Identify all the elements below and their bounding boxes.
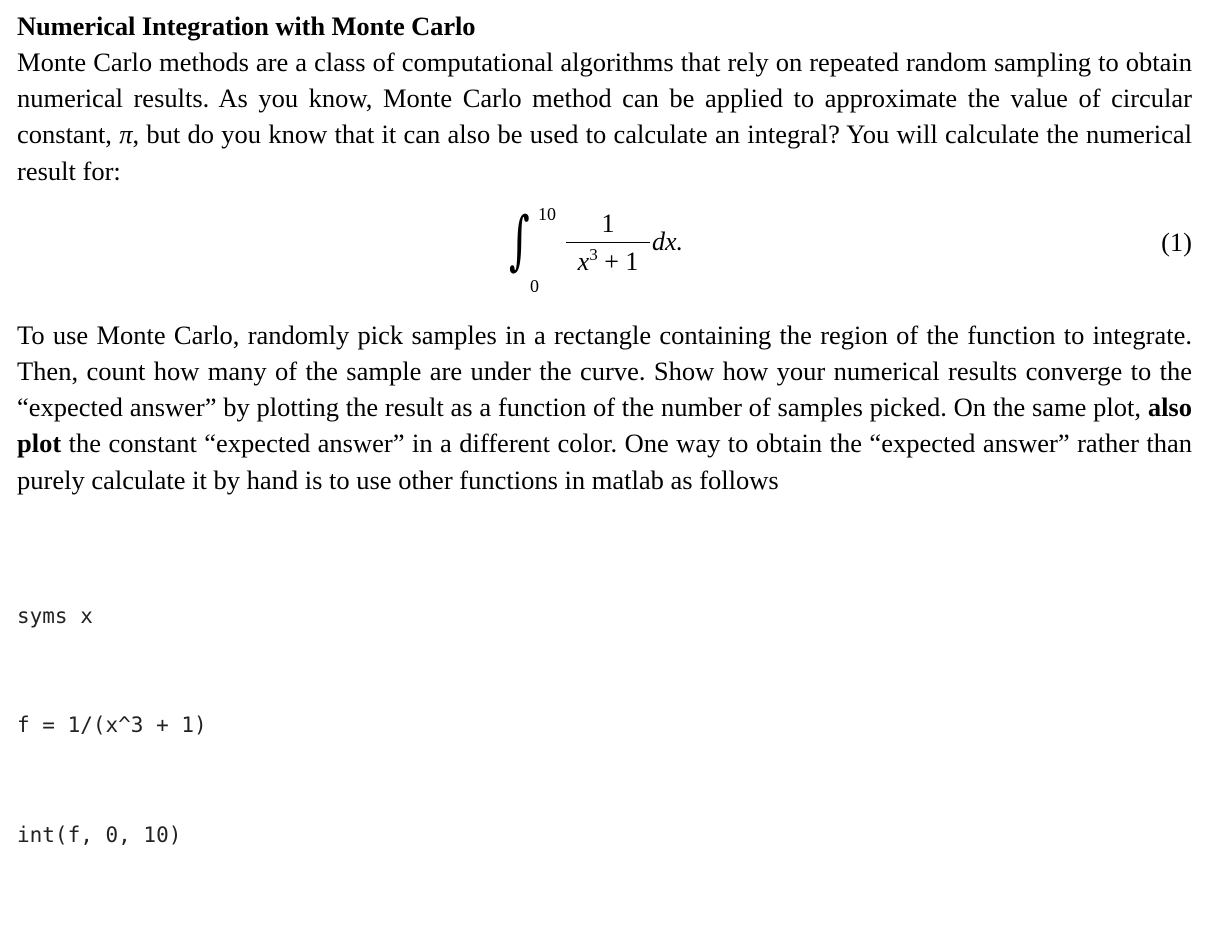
denominator-rest: + 1 (597, 247, 639, 277)
code-block (17, 525, 1192, 926)
intro-text-part2: , but do you know that it can also be used to calculate an integral? You will calculate the numerical result for: (17, 119, 1192, 186)
fraction-numerator: 1 (601, 208, 615, 238)
instructions-paragraph (17, 317, 1192, 498)
differential: dx. (652, 226, 684, 256)
fraction-bar (566, 242, 650, 244)
pi-symbol: π (119, 119, 133, 150)
instructions-text-part2: the constant “expected answer” in a different color. One way to obtain the “expected answer” rather than purely calculate it by hand is to use other functions in matlab as follows (17, 428, 1192, 495)
instructions-text-part1: To use Monte Carlo, randomly pick samples in a rectangle containing the region of the function to integrate. Then, count how many of the sample are under the curve. Show how your numerical results converge to the “expected answer” by plotting the result as a function of the number of samples picked. On the same plot, (17, 319, 1192, 423)
intro-text-part1: Monte Carlo methods are a class of computational algorithms that rely on repeated random sampling to obtain numerical results. As you know, Monte Carlo method can be applied to approximate the value of circular constant, (17, 47, 1192, 150)
fraction (566, 209, 650, 278)
denominator-variable: x (577, 247, 590, 277)
intro-paragraph (17, 44, 1192, 189)
equation-number: (1) (1161, 226, 1192, 257)
lower-limit: 0 (530, 275, 539, 296)
integral-sign: ∫ (509, 203, 530, 278)
code-line: f = 1/(x^3 + 1) (17, 713, 207, 738)
fraction-denominator (566, 247, 650, 277)
denominator-exponent: 3 (589, 245, 598, 265)
document-page (17, 8, 1192, 926)
integral-equation (17, 197, 1192, 309)
equation-body (509, 197, 709, 309)
section-title: Numerical Integration with Monte Carlo (17, 11, 476, 41)
upper-limit: 10 (538, 203, 556, 224)
code-line: int(f, 0, 10) (17, 822, 182, 847)
instructions-bold-text: also plot (17, 392, 1192, 459)
code-line: syms x (17, 603, 93, 628)
